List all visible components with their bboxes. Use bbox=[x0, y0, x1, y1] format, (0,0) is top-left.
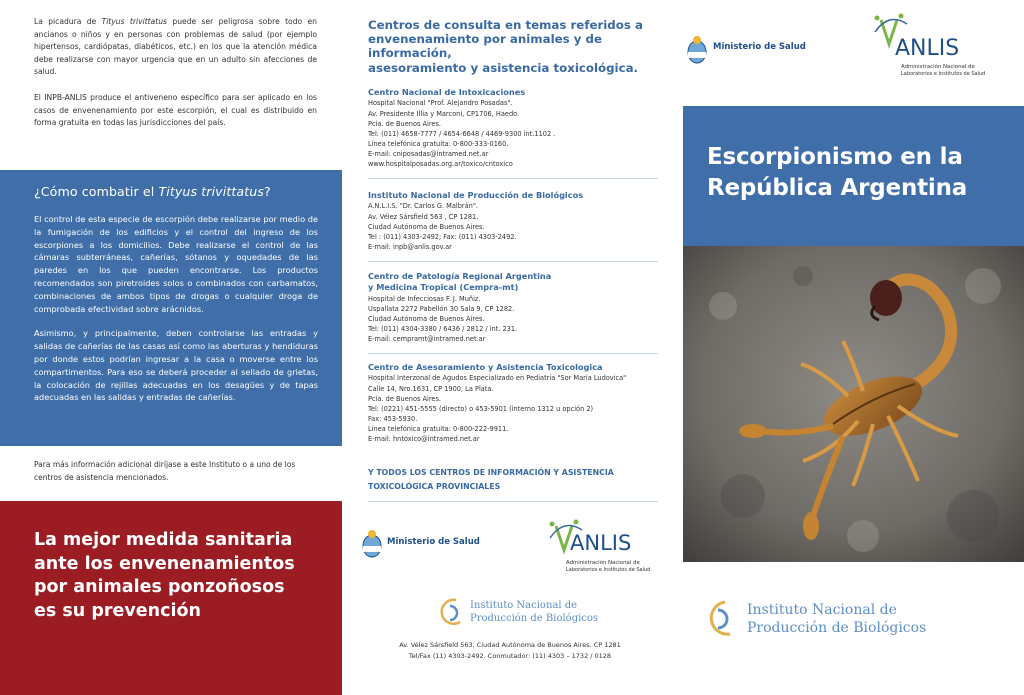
inpb-logo-right bbox=[703, 594, 1003, 642]
center-divider bbox=[368, 353, 658, 354]
center-name: Centro Nacional de Intoxicaciones bbox=[368, 87, 526, 97]
section-divider bbox=[368, 501, 658, 502]
center-line: Av. Presidente Illia y Marconi, CP1706, Haedo. bbox=[368, 109, 520, 118]
species-name: Tityus trivittatus bbox=[101, 17, 168, 26]
center-email: E-mail: cniposadas@intramed.net.ar bbox=[368, 149, 489, 158]
address-line: Av. Vélez Sársfield 563, Ciudad Autónoma de Buenos Aires. CP 1281 bbox=[399, 641, 621, 649]
slogan-line: ante los envenenamientos bbox=[34, 553, 295, 574]
argentina-shield-icon bbox=[363, 530, 381, 557]
inpb-swirl-icon bbox=[711, 602, 730, 634]
inpb-swirl-icon bbox=[442, 600, 460, 624]
center-line: Ciudad Autónoma de Buenos Aires. bbox=[368, 315, 485, 323]
center-line: A.N.L.I.S. "Dr. Carlos G. Malbrán". bbox=[368, 202, 478, 211]
center-line: Av. Vélez Sársfield 563 , CP 1281. bbox=[368, 212, 479, 221]
inpb-logo-middle bbox=[438, 592, 638, 630]
cover-title-line: Escorpionismo en la bbox=[707, 144, 963, 170]
institution-logos-middle bbox=[360, 512, 665, 584]
center-ludovica bbox=[368, 362, 658, 444]
cover-title bbox=[707, 142, 1024, 204]
combat-heading-end: ? bbox=[264, 184, 271, 199]
center-website: www.hospitalposadas.org.ar/toxico/cntoxico bbox=[368, 159, 513, 168]
center-name: Centro de Patología Regional Argentina bbox=[368, 271, 552, 281]
cover-title-line: República Argentina bbox=[707, 175, 968, 201]
slogan-line: es su prevención bbox=[34, 600, 201, 621]
center-line: Pcia. de Buenos Aires. bbox=[368, 119, 442, 128]
center-line: Hospital Interzonal de Agudos Especializado en Pediatría "Sor María Ludovica" bbox=[368, 374, 627, 383]
center-line: Ciudad Autónoma de Buenos Aires. bbox=[368, 222, 485, 231]
intro-paragraph-1 bbox=[34, 16, 317, 79]
center-line: Uspallata 2272 Pabellón 30 Sala 9, CP 1282. bbox=[368, 304, 515, 313]
center-line: Tel: (011) 4658-7777 / 4654-6648 / 4469-9300 int.1102 . bbox=[368, 129, 556, 138]
argentina-shield-icon bbox=[688, 36, 706, 63]
combat-heading-start: ¿Cómo combatir el bbox=[34, 184, 159, 199]
inpb-label: Producción de Biológicos bbox=[470, 613, 599, 624]
anlis-wordmark: ANLIS bbox=[895, 36, 960, 61]
contact-line: Tel/Fax (11) 4303-2492. Conmutador: (11) 4303 – 1732 / 0128 bbox=[408, 652, 612, 660]
centers-title bbox=[368, 18, 668, 75]
combat-section bbox=[0, 170, 342, 446]
combat-heading-species: Tityus trivittatus bbox=[158, 184, 265, 199]
center-email: E-mail: cempramt@intramed.net.ar bbox=[368, 335, 486, 344]
center-line: Tel: (011) 4304-3380 / 6436 / 2812 / int. 231. bbox=[368, 325, 518, 334]
combat-heading bbox=[34, 184, 318, 199]
prevention-section bbox=[0, 501, 342, 695]
inpb-label: Producción de Biológicos bbox=[747, 620, 927, 636]
intro-p1-start: La picadura de bbox=[34, 17, 102, 26]
combat-paragraph-2: Asimismo, y principalmente, deben controlarse las entradas y salidas de cañerías de las casas así como las aberturas y hendiduras por donde estos podrían ingresar a la casa o moverse entre los compartimentos. Para eso se deberá proceder al sellado de grietas, la colocación de rejillas adecuadas en los desagües y de tapas adecuadas en las salidas y entradas de cañerías. bbox=[34, 328, 318, 403]
provincial-line: Y TODOS LOS CENTROS DE INFORMACIÓN Y ASISTENCIA bbox=[368, 468, 614, 477]
center-line: Línea telefónica gratuita: 0-800-222-9911. bbox=[368, 424, 509, 433]
provincial-centers-note bbox=[368, 466, 658, 494]
centers-title-line: Centros de consulta en temas referidos a bbox=[368, 18, 643, 32]
center-line: Hospital de Infecciosas F. J. Muñiz. bbox=[368, 294, 481, 303]
cover-title-box bbox=[683, 106, 1024, 246]
center-name: y Medicina Tropical (Cempra-mt) bbox=[368, 282, 519, 293]
left-panel bbox=[0, 0, 342, 695]
ministerio-label: Ministerio de Salud bbox=[713, 42, 806, 52]
anlis-subtitle: Administración Nacional de bbox=[566, 560, 640, 566]
centers-title-line: envenenamiento por animales y de información, bbox=[368, 32, 602, 61]
center-line: Fax: 453-5930. bbox=[368, 414, 418, 423]
center-line: Tel: (0221) 451-5555 (directo) o 453-5901 (interno 1312 u opción 2) bbox=[368, 404, 594, 413]
center-line: Línea telefónica gratuita: 0-800-333-0160. bbox=[368, 139, 509, 148]
intro-paragraph-2: El INPB-ANLIS produce el antiveneno específico para ser aplicado en los casos de envenenamiento por este escorpión, el cual es distribuido en forma gratuita en todas las jurisdicciones del país. bbox=[34, 92, 317, 128]
slogan-line: por animales ponzoñosos bbox=[34, 577, 285, 598]
center-line: Pcia. de Buenos Aires. bbox=[368, 394, 442, 403]
institution-logos-top bbox=[683, 10, 1024, 90]
ministerio-label: Ministerio de Salud bbox=[387, 537, 480, 547]
center-cempra bbox=[368, 271, 658, 354]
center-name: Instituto Nacional de Producción de Biológicos bbox=[368, 190, 584, 200]
center-cni bbox=[368, 87, 658, 179]
more-info-text: Para más información adicional diríjase a este Instituto o a uno de los centros de asistencia mencionados. bbox=[34, 460, 296, 482]
provincial-line: TOXICOLÓGICA PROVINCIALES bbox=[368, 482, 501, 492]
anlis-subtitle: Laboratorios e Institutos de Salud bbox=[901, 71, 986, 77]
center-line: Tel : (011) 4303-2492; Fax: (011) 4303-2492. bbox=[368, 232, 517, 241]
center-line: Calle 14, Nro.1631, CP 1900, La Plata. bbox=[368, 384, 494, 393]
center-line: Hospital Nacional "Prof. Alejandro Posadas". bbox=[368, 99, 513, 108]
inpb-label: Instituto Nacional de bbox=[747, 602, 897, 618]
combat-paragraph-1: El control de esta especie de escorpión debe realizarse por medio de la fumigación de los edificios y el control del ingreso de los escorpiones a los domicilios. Debe realizarse el control de las cámaras subterráneas, cañerías, sótanos y oquedades de las paredes en los que pueden encontrarse. Los productos recomendados son piretroides solos o combinados con carbamatos, combinaciones de ambos tipos de drogas o cualquier droga de comprobada efectividad sobre arácnidos. bbox=[34, 214, 318, 314]
anlis-subtitle: Administración Nacional de bbox=[901, 64, 975, 70]
center-email: E-mail: hntoxico@intramed.net.ar bbox=[368, 434, 480, 443]
intro-text bbox=[34, 16, 317, 143]
inpb-label: Instituto Nacional de bbox=[470, 600, 578, 611]
anlis-subtitle: Laboratorios e Institutos de Salud bbox=[566, 567, 651, 573]
centers-title-line: asesoramiento y asistencia toxicológica. bbox=[368, 60, 639, 75]
slogan-line: La mejor medida sanitaria bbox=[34, 530, 293, 550]
anlis-wordmark: ANLIS bbox=[570, 531, 632, 555]
center-divider bbox=[368, 261, 658, 262]
center-divider bbox=[368, 178, 658, 179]
center-inpb bbox=[368, 190, 658, 262]
center-name: Centro de Asesoramiento y Asistencia Toxicologica bbox=[368, 362, 603, 372]
middle-panel bbox=[342, 0, 683, 695]
center-email: E-mail: inpb@anlis.gov.ar bbox=[368, 242, 452, 251]
right-panel bbox=[683, 0, 1024, 695]
scorpion-photo bbox=[683, 246, 1024, 562]
institute-address bbox=[360, 640, 660, 662]
prevention-slogan bbox=[34, 529, 318, 623]
intro-p1-end: puede ser peligrosa sobre todo en ancianos o niños y en personas con problemas de salud (por ejemplo hipertensos, cardiópatas, diabéticos, etc.) en los que la atención médica debe realizarse con mayor urgencia que en un adulto sin afecciones de salud. bbox=[34, 17, 317, 77]
